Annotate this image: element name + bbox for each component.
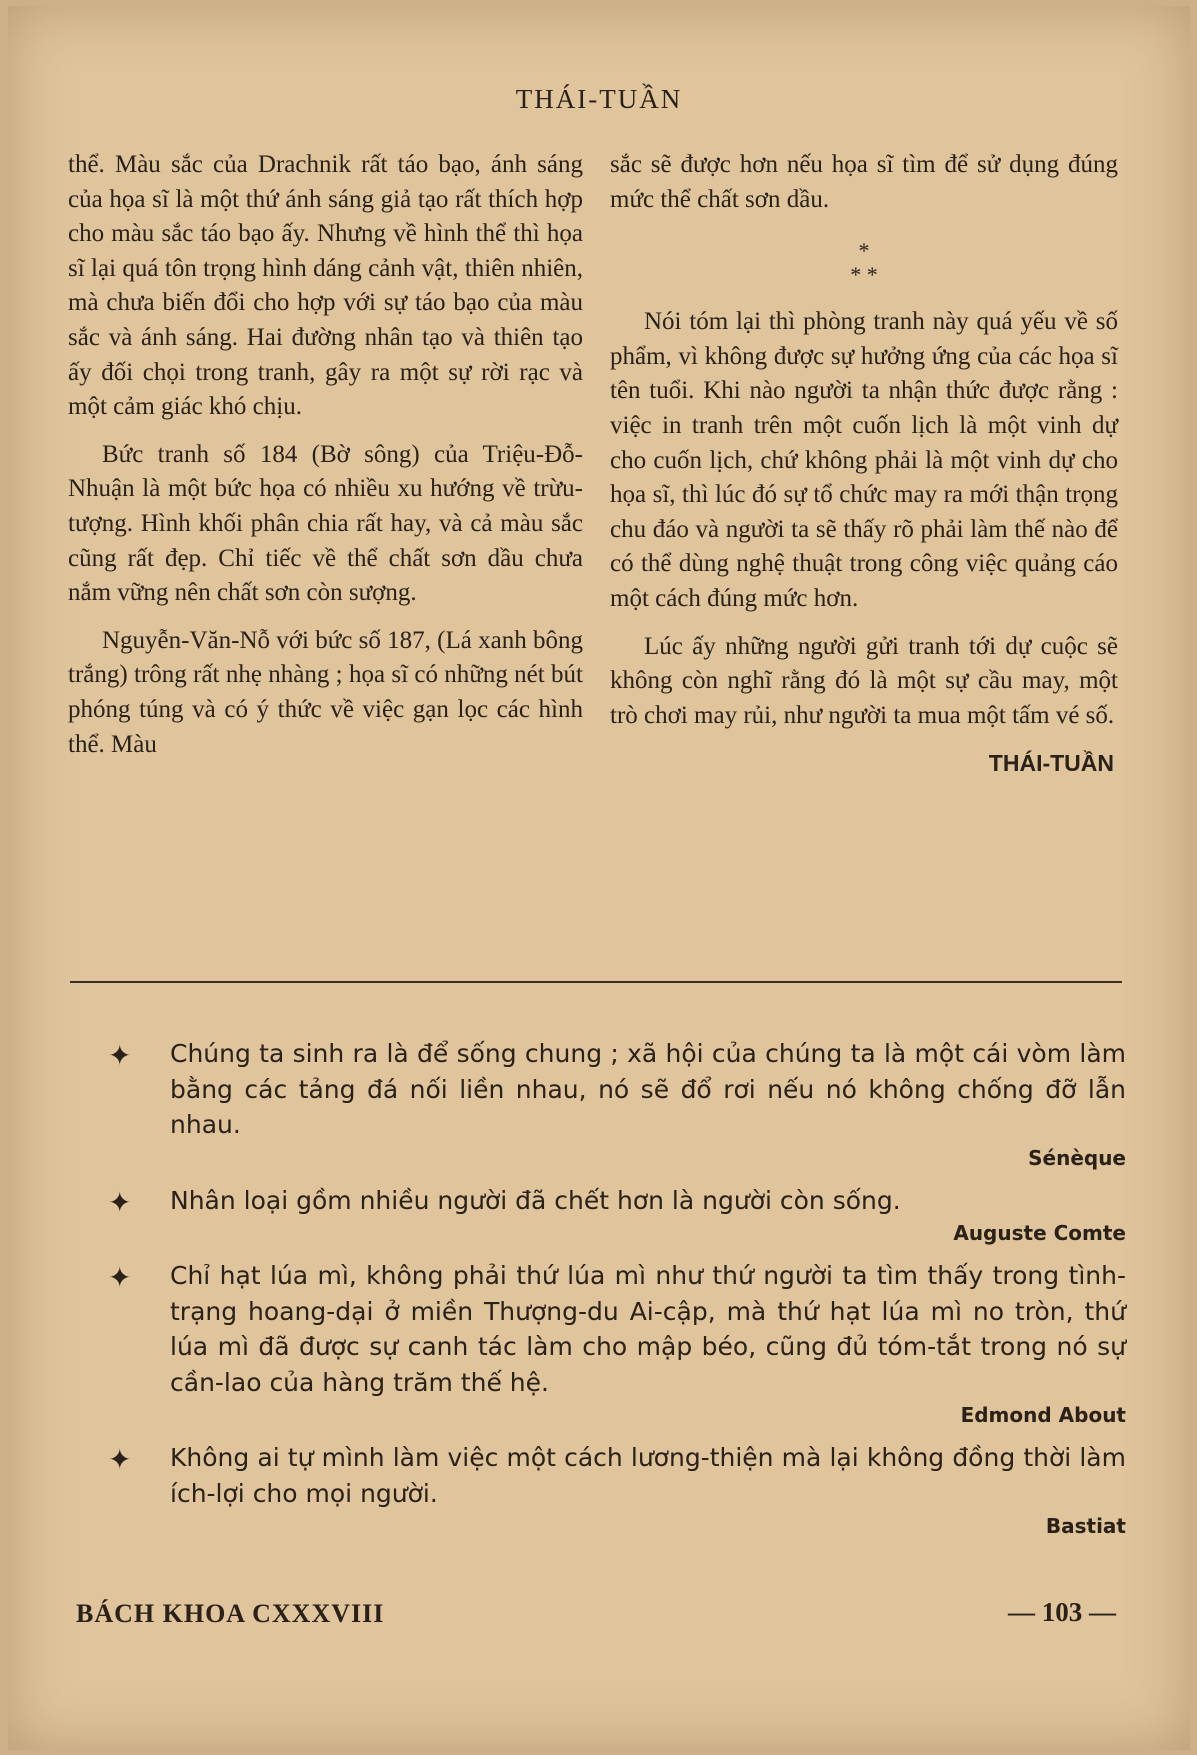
quote-author: Edmond About bbox=[960, 1403, 1126, 1427]
star-bullet-icon: ✦ bbox=[108, 1261, 132, 1294]
paragraph: Nguyễn-Văn-Nỗ với bức số 187, (Lá xanh bông trắng) trông rất nhẹ nhàng ; họa sĩ có những nét bút phóng túng và có ý thức về việc gạn lọc các hình thể. Màu bbox=[68, 626, 583, 758]
quote-text: Chỉ hạt lúa mì, không phải thứ lúa mì như thứ người ta tìm thấy trong tình-trạng hoang-dại ở miền Thượng-du Ai-cập, mà thứ hạt lúa mì no tròn, thứ lúa mì đã được sự canh tác làm cho mập béo, cũng đủ tóm-tắt trong nó sự cần-lao của hàng trăm thế hệ. bbox=[170, 1261, 1126, 1397]
paragraph: Bức tranh số 184 (Bờ sông) của Triệu-Đỗ-Nhuận là một bức họa có nhiều xu hướng về trừu-tượng. Hình khối phân chia rất hay, và cả màu sắc cũng rất đẹp. Chỉ tiếc về thể chất sơn dầu chưa nắm vững nên chất sơn còn sượng. bbox=[68, 440, 583, 607]
divider bbox=[70, 981, 1122, 983]
star-bullet-icon: ✦ bbox=[108, 1185, 132, 1219]
quote-author: Bastiat bbox=[1045, 1514, 1126, 1538]
running-header: THÁI-TUẦN bbox=[515, 84, 683, 114]
page-number: — 103 — bbox=[1008, 1597, 1116, 1627]
quote-item bbox=[108, 1036, 1126, 1173]
paragraph: Nói tóm lại thì phòng tranh này quá yếu về số phẩm, vì không được sự hưởng ứng của các họa sĩ tên tuổi. Khi nào người ta nhận thức được rằng : việc in tranh trên một cuốn lịch là một vinh dự cho cuốn lịch, chứ không phải là một vinh dự cho họa sĩ, thì lúc đó sự tổ chức may ra mới thận trọng chu đáo và người ta sẽ thấy rõ phải làm thế nào để có thể dùng nghệ thuật trong công việc quảng cáo một cách đúng mức hơn. bbox=[610, 308, 1118, 612]
author-signature: THÁI-TUẦN bbox=[988, 750, 1114, 777]
magazine-footer: BÁCH KHOA CXXXVIII bbox=[76, 1599, 385, 1628]
section-separator bbox=[610, 239, 1118, 287]
star-bullet-icon: ✦ bbox=[108, 1039, 132, 1072]
paragraph: Lúc ấy những người gửi tranh tới dự cuộc sẽ không còn nghĩ rằng đó là một sự cầu may, một trò chơi may rủi, như người ta mua một tấm vé số. bbox=[610, 632, 1118, 729]
magazine-page bbox=[8, 6, 1190, 1750]
asterism-icon: * * * bbox=[850, 238, 878, 288]
star-bullet-icon: ✦ bbox=[108, 1443, 132, 1476]
right-column bbox=[610, 148, 1118, 781]
quote-item bbox=[108, 1258, 1126, 1430]
quote-text: Không ai tự mình làm việc một cách lương-thiện mà lại không đồng thời làm ích-lợi cho mọi người. bbox=[170, 1443, 1126, 1508]
paragraph-continuation: sắc sẽ được hơn nếu họa sĩ tìm để sử dụng đúng mức thể chất sơn dầu. bbox=[610, 151, 1118, 213]
quotes-section bbox=[108, 1036, 1126, 1551]
quote-text: Nhân loại gồm nhiều người đã chết hơn là người còn sống. bbox=[170, 1185, 901, 1215]
quote-item bbox=[108, 1183, 1126, 1249]
quote-author: Sénèque bbox=[1028, 1145, 1126, 1170]
quote-author: Auguste Comte bbox=[953, 1221, 1126, 1245]
quote-item bbox=[108, 1440, 1126, 1541]
left-column bbox=[68, 148, 583, 775]
paragraph: thể. Màu sắc của Drachnik rất táo bạo, ánh sáng của họa sĩ là một thứ ánh sáng giả tạo rất thích hợp cho màu sắc táo bạo ấy. Nhưng về hình thể thì họa sĩ lại quá tôn trọng hình dáng cảnh vật, thiên nhiên, mà chưa biến đổi cho hợp với sự táo bạo của màu sắc và ánh sáng. Hai đường nhân tạo và thiên tạo ấy đối chọi trong tranh, gây ra một sự rời rạc và một cảm giác khó chịu. bbox=[68, 151, 583, 421]
quote-text: Chúng ta sinh ra là để sống chung ; xã hội của chúng ta là một cái vòm làm bằng các tảng đá nối liền nhau, nó sẽ đổ rơi nếu nó không chống đỡ lẫn nhau. bbox=[170, 1039, 1126, 1139]
